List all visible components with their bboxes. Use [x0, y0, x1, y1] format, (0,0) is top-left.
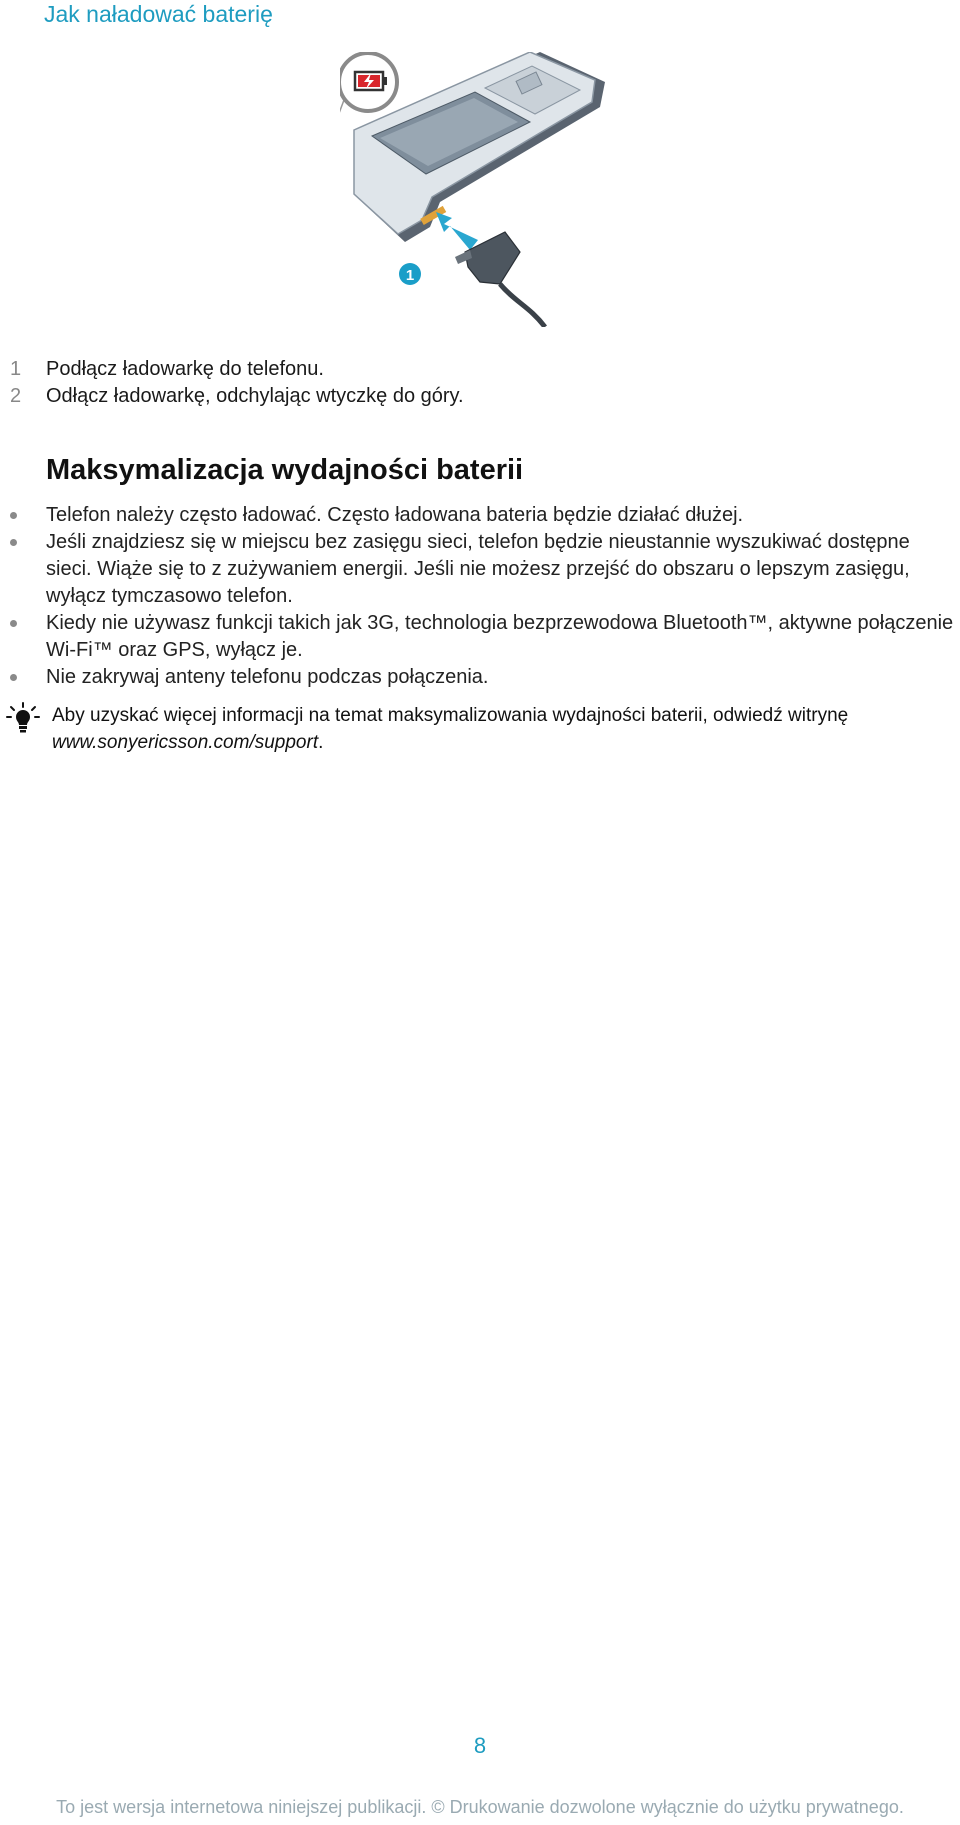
bullet-icon	[10, 674, 17, 681]
support-link[interactable]: www.sonyericsson.com/support	[52, 732, 319, 753]
list-item: Kiedy nie używasz funkcji takich jak 3G, technologia bezprzewodowa Bluetooth™, aktywne połączenie Wi-Fi™ oraz GPS, wyłącz je.	[10, 610, 960, 664]
bullet-icon	[10, 620, 17, 627]
list-item: Jeśli znajdziesz się w miejscu bez zasięgu sieci, telefon będzie nieustannie wyszukiwać dostępne sieci. Wiąże się to z zużywaniem energii. Jeśli nie możesz przejść do obszaru o lepszym zasięgu, wyłącz tymczasowo telefon.	[10, 529, 960, 610]
tip-text: Aby uzyskać więcej informacji na temat maksymalizowania wydajności baterii, odwiedź witrynę www.sonyericsson.com/support.	[52, 705, 849, 753]
tip-box	[6, 702, 960, 756]
list-item: Nie zakrywaj anteny telefonu podczas połączenia.	[10, 664, 960, 691]
list-item: 1 Podłącz ładowarkę do telefonu.	[10, 358, 324, 380]
phone-charging-illustration	[340, 52, 610, 327]
lightbulb-icon	[6, 702, 40, 736]
steps-list	[10, 356, 910, 410]
insert-arrow	[436, 212, 478, 250]
list-item: Telefon należy często ładować. Często ładowana bateria będzie działać dłużej.	[10, 502, 960, 529]
bullet-icon	[10, 539, 17, 546]
list-item: 2 Odłącz ładowarkę, odchylając wtyczkę do góry.	[10, 385, 464, 407]
heading: Maksymalizacja wydajności baterii	[46, 454, 524, 486]
footer: To jest wersja internetowa niniejszej publikacji. © Drukowanie dozwolone wyłącznie do użytku prywatnego.	[56, 1797, 904, 1817]
page-number: 8	[473, 1733, 487, 1758]
bullet-list	[10, 502, 960, 691]
charger-cable	[500, 284, 545, 327]
section-title: Jak naładować baterię	[44, 1, 273, 27]
bullet-icon	[10, 512, 17, 519]
svg-text:1: 1	[405, 267, 415, 284]
